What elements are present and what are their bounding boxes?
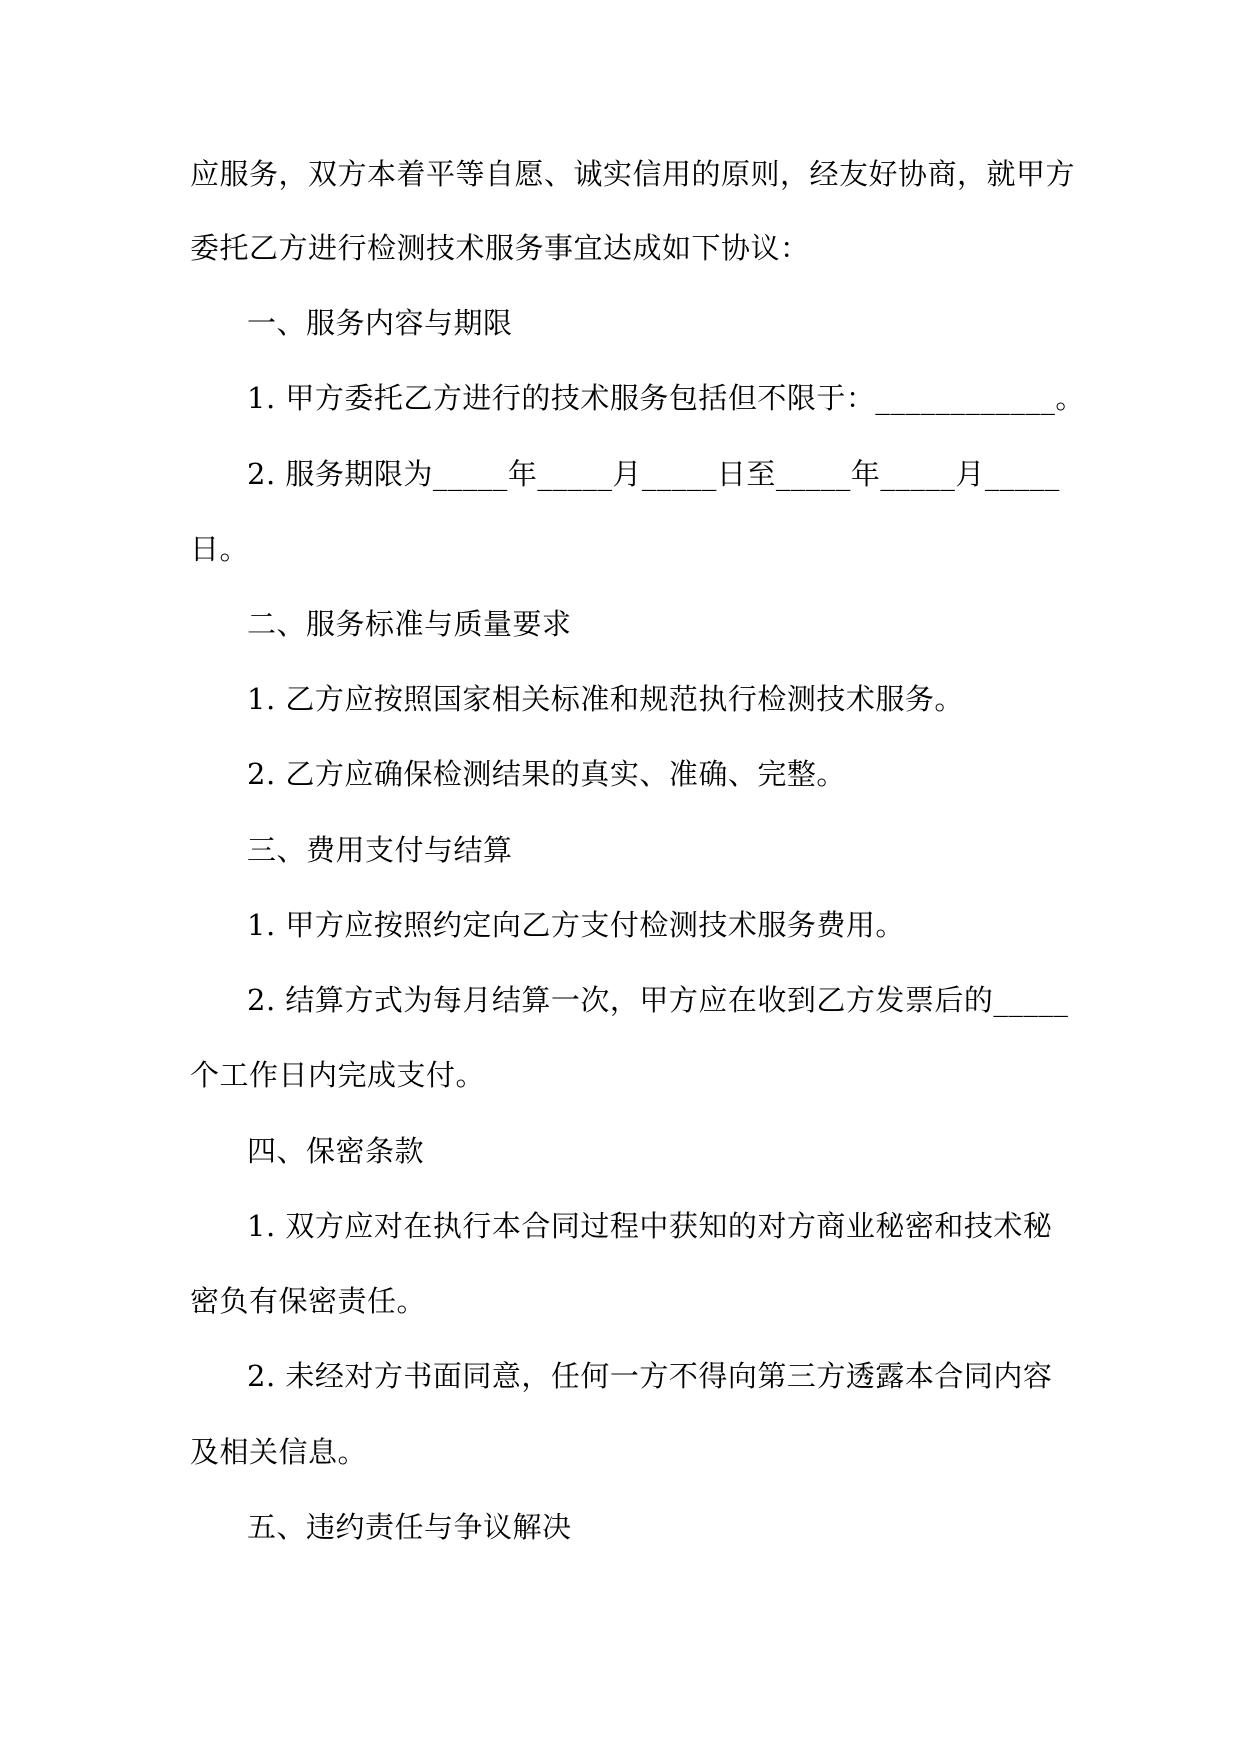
clause-line: 2. 未经对方书面同意，任何一方不得向第三方透露本合同内容	[247, 1359, 1053, 1393]
clause-line: 2. 结算方式为每月结算一次，甲方应在收到乙方发票后的_____	[247, 983, 1069, 1017]
section-heading-1: 一、服务内容与期限	[247, 306, 513, 340]
clause-continuation: 密负有保密责任。	[190, 1284, 427, 1318]
section-heading-3: 三、费用支付与结算	[247, 833, 513, 867]
clause-continuation: 日。	[190, 532, 250, 566]
clause-line: 2. 乙方应确保检测结果的真实、准确、完整。	[247, 757, 846, 791]
clause-continuation: 个工作日内完成支付。	[190, 1058, 486, 1092]
section-heading-2: 二、服务标准与质量要求	[247, 607, 572, 641]
paragraph-line: 应服务，双方本着平等自愿、诚实信用的原则，经友好协商，就甲方	[190, 157, 1076, 191]
clause-line: 2. 服务期限为_____年_____月_____日至_____年_____月_____	[247, 457, 1060, 491]
paragraph-line: 委托乙方进行检测技术服务事宜达成如下协议：	[190, 231, 810, 265]
clause-continuation: 及相关信息。	[190, 1435, 368, 1469]
clause-line: 1. 双方应对在执行本合同过程中获知的对方商业秘密和技术秘	[247, 1209, 1053, 1243]
section-heading-4: 四、保密条款	[247, 1134, 425, 1168]
clause-line: 1. 甲方委托乙方进行的技术服务包括但不限于：____________。	[247, 381, 1085, 415]
section-heading-5: 五、违约责任与争议解决	[247, 1510, 572, 1544]
clause-line: 1. 乙方应按照国家相关标准和规范执行检测技术服务。	[247, 682, 964, 716]
clause-line: 1. 甲方应按照约定向乙方支付检测技术服务费用。	[247, 908, 905, 942]
